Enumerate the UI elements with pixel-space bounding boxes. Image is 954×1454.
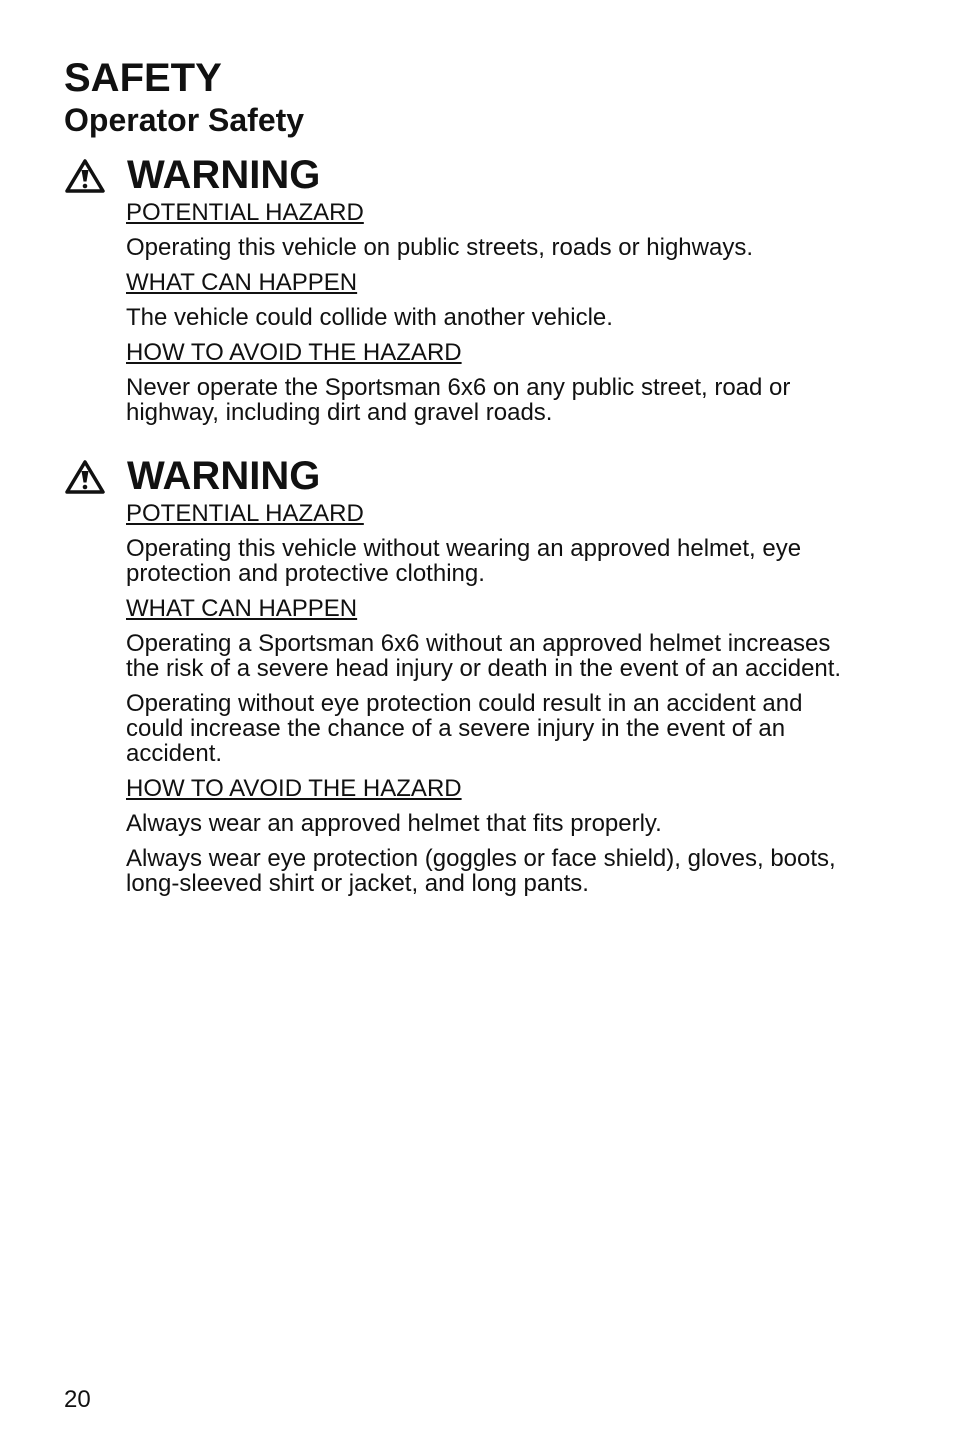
warning-header	[64, 151, 884, 199]
subsection-title: Operator Safety	[64, 102, 305, 138]
potential-hazard-text: Operating this vehicle without wearing an approved helmet, eye protection and protective clothing.	[126, 535, 802, 587]
what-can-happen-heading: WHAT CAN HAPPEN	[126, 595, 358, 622]
what-can-happen-text: Operating without eye protection could result in an accident and could increase the chance of a severe injury in the event of an accident.	[126, 690, 803, 767]
potential-hazard-heading: POTENTIAL HAZARD	[126, 500, 364, 527]
warning-triangle-icon	[64, 158, 106, 194]
warning-block-2	[64, 452, 884, 906]
how-to-avoid-text: Never operate the Sportsman 6x6 on any public street, road or highway, including dirt and gravel roads.	[126, 374, 791, 426]
page-number: 20	[64, 1386, 91, 1413]
potential-hazard-text: Operating this vehicle on public streets, roads or highways.	[126, 234, 753, 261]
warning-label: WARNING	[127, 454, 321, 498]
what-can-happen-heading: WHAT CAN HAPPEN	[126, 269, 358, 296]
how-to-avoid-text: Always wear eye protection (goggles or face shield), gloves, boots, long-sleeved shirt or jacket, and long pants.	[126, 845, 836, 897]
warning-triangle-icon	[64, 459, 106, 495]
how-to-avoid-heading: HOW TO AVOID THE HAZARD	[126, 775, 462, 802]
section-title: SAFETY	[64, 56, 222, 100]
how-to-avoid-text: Always wear an approved helmet that fits properly.	[126, 810, 662, 837]
warning-header	[64, 452, 884, 500]
warning-block-1	[64, 151, 884, 435]
what-can-happen-text: The vehicle could collide with another vehicle.	[126, 304, 613, 331]
how-to-avoid-heading: HOW TO AVOID THE HAZARD	[126, 339, 462, 366]
potential-hazard-heading: POTENTIAL HAZARD	[126, 199, 364, 226]
warning-body	[126, 200, 861, 425]
warning-label: WARNING	[127, 153, 321, 197]
warning-body	[126, 501, 861, 896]
what-can-happen-text: Operating a Sportsman 6x6 without an approved helmet increases the risk of a severe head injury or death in the event of an accident.	[126, 630, 842, 682]
